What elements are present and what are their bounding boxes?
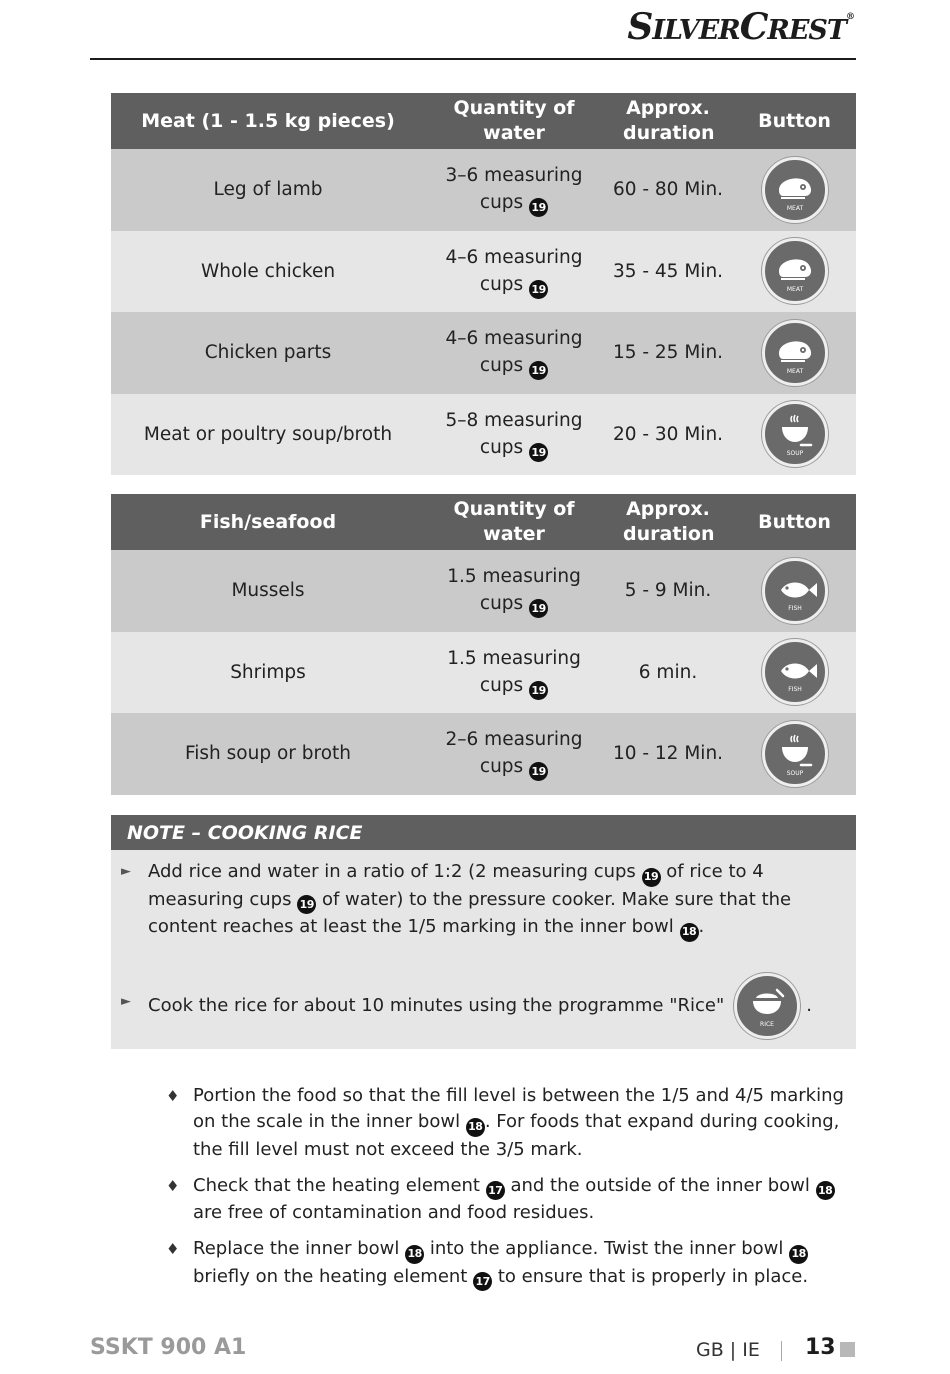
ref-badge: 18 [680, 923, 699, 942]
item-cell: Leg of lamb [111, 149, 425, 231]
table-row [111, 632, 856, 714]
svg-text:MEAT: MEAT [786, 286, 803, 294]
svg-text:MEAT: MEAT [786, 367, 803, 375]
ref-badge: 19 [529, 443, 548, 462]
diamond-bullet-icon: ♦ [166, 1087, 180, 1105]
note-title: NOTE – COOKING RICE [111, 815, 856, 850]
soup-button-icon [762, 401, 828, 467]
table-row [111, 231, 856, 313]
ref-badge: 19 [529, 361, 548, 380]
item-cell: Chicken parts [111, 312, 425, 394]
table-row [111, 312, 856, 394]
svg-text:MEAT: MEAT [786, 204, 803, 212]
ref-badge: 19 [529, 762, 548, 781]
fish-button-icon [762, 639, 828, 705]
duration-cell: 35 - 45 Min. [603, 231, 733, 313]
note-box [111, 815, 856, 1049]
table-row [111, 550, 856, 632]
duration-cell: 60 - 80 Min. [603, 149, 733, 231]
column-header-button: Button [733, 93, 856, 149]
model-number: SSKT 900 A1 [90, 1335, 247, 1360]
list-item: ♦ Replace the inner bowl 18 into the appliance. Twist the inner bowl 18 briefly on the heating element 17 to ensure that is properly in place. [166, 1236, 856, 1291]
page-number: 13 [805, 1335, 836, 1360]
table-row [111, 149, 856, 231]
column-header-button: Button [733, 494, 856, 550]
note-item: ► Cook the rice for about 10 minutes using the programme "Rice" RICE . [121, 973, 844, 1039]
soup-button-icon [762, 721, 828, 787]
water-cell: 1.5 measuring cups 19 [425, 550, 603, 632]
table-row [111, 713, 856, 795]
fish-button-icon [762, 558, 828, 624]
footer-divider [781, 1341, 782, 1361]
column-header-item: Fish/seafood [111, 494, 425, 550]
diamond-bullet-icon: ♦ [166, 1176, 180, 1195]
brand-logo: SILVERCREST® [627, 6, 854, 48]
water-cell: 5–8 measuring cups 19 [425, 394, 603, 476]
meat-button-icon [762, 320, 828, 386]
svg-text:FISH: FISH [787, 604, 802, 612]
duration-cell: 6 min. [603, 632, 733, 714]
arrow-icon: ► [121, 864, 131, 879]
duration-cell: 5 - 9 Min. [603, 550, 733, 632]
column-header-item: Meat (1 - 1.5 kg pieces) [111, 93, 425, 149]
instruction-list [166, 1083, 856, 1301]
list-item: ♦ Check that the heating element 17 and the outside of the inner bowl 18 are free of contamination and food residues. [166, 1173, 856, 1227]
water-cell: 3–6 measuring cups 19 [425, 149, 603, 231]
water-cell: 4–6 measuring cups 19 [425, 312, 603, 394]
item-cell: Meat or poultry soup/broth [111, 394, 425, 476]
list-item: ♦ Portion the food so that the fill level is between the 1/5 and 4/5 marking on the scale in the inner bowl 18 . For foods that expand during cooking, the fill level must not exceed the 3/5 mark. [166, 1085, 844, 1160]
table-header-row [111, 93, 856, 149]
ref-badge: 19 [529, 599, 548, 618]
svg-text:FISH: FISH [787, 686, 802, 694]
ref-badge: 19 [529, 198, 548, 217]
meat-button-icon [762, 238, 828, 304]
ref-badge: 19 [529, 681, 548, 700]
column-header-water: Quantity of water [425, 494, 603, 550]
table-header-row [111, 494, 856, 550]
ref-badge: 19 [297, 895, 316, 914]
duration-cell: 10 - 12 Min. [603, 713, 733, 795]
ref-badge: 17 [486, 1181, 505, 1200]
ref-badge: 19 [642, 868, 661, 887]
item-cell: Mussels [111, 550, 425, 632]
meat-table [111, 93, 856, 475]
diamond-bullet-icon: ♦ [166, 1240, 180, 1258]
language-codes: GB | IE [696, 1339, 760, 1361]
note-item: ► Add rice and water in a ratio of 1:2 (2 measuring cups 19 of rice to 4 measuring cups 19 of water) to the pressure cooker. Make sure that the content reaches at least the 1/5 marking in the inner bowl 18 . [121, 859, 844, 942]
column-header-duration: Approx. duration [603, 494, 733, 550]
column-header-water: Quantity of water [425, 93, 603, 149]
svg-text:RICE: RICE [760, 1021, 775, 1028]
meat-button-icon [762, 157, 828, 223]
header-rule [90, 58, 856, 60]
rice-button-icon [734, 973, 800, 1039]
ref-badge: 18 [466, 1118, 485, 1137]
ref-badge: 18 [405, 1245, 424, 1264]
water-cell: 2–6 measuring cups 19 [425, 713, 603, 795]
fish-table [111, 494, 856, 795]
table-row [111, 394, 856, 476]
water-cell: 1.5 measuring cups 19 [425, 632, 603, 714]
ref-badge: 19 [529, 280, 548, 299]
ref-badge: 17 [473, 1272, 492, 1291]
water-cell: 4–6 measuring cups 19 [425, 231, 603, 313]
svg-text:SOUP: SOUP [786, 769, 803, 777]
item-cell: Whole chicken [111, 231, 425, 313]
arrow-icon: ► [121, 994, 131, 1009]
column-header-duration: Approx. duration [603, 93, 733, 149]
svg-text:SOUP: SOUP [786, 450, 803, 458]
item-cell: Fish soup or broth [111, 713, 425, 795]
duration-cell: 15 - 25 Min. [603, 312, 733, 394]
ref-badge: 18 [816, 1181, 835, 1200]
ref-badge: 18 [789, 1245, 808, 1264]
page-marker-square [840, 1342, 855, 1357]
item-cell: Shrimps [111, 632, 425, 714]
duration-cell: 20 - 30 Min. [603, 394, 733, 476]
